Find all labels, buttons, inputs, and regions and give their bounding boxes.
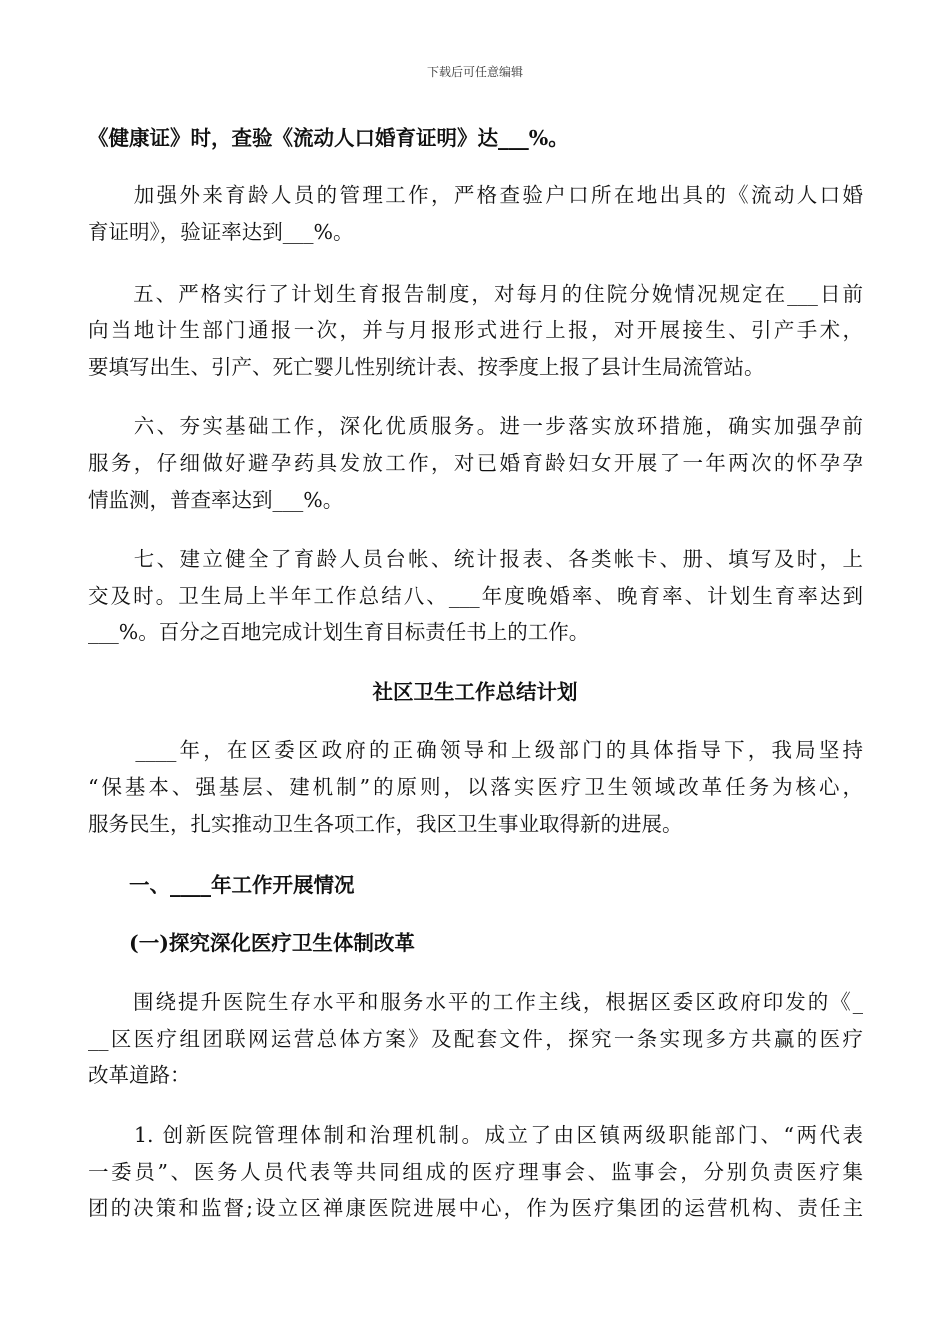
text-line: 交及时。卫生局上半年工作总结八、___年度晚婚率、晚育率、计划生育率达到	[88, 584, 863, 608]
text-line: 服务民生，扎实推动卫生各项工作，我区卫生事业取得新的进展。	[88, 812, 683, 836]
section-title: 社区卫生工作总结计划	[372, 680, 578, 704]
text-line: __区医疗组团联网运营总体方案》及配套文件，探究一条实现多方共赢的医疗	[88, 1027, 863, 1051]
heading-level-2: (一)探究深化医疗卫生体制改革	[88, 931, 415, 955]
text-line: 服务，仔细做好避孕药具发放工作，对已婚育龄妇女开展了一年两次的怀孕孕	[88, 451, 863, 475]
text-line: “保基本、强基层、建机制”的原则，以落实医疗卫生领域改革任务为核心，	[88, 775, 863, 799]
text-line: 团的决策和监督;设立区禅康医院进展中心，作为医疗集团的运营机构、责任主	[88, 1196, 863, 1220]
text-line: 六、夯实基础工作，深化优质服务。进一步落实放环措施，确实加强孕前	[88, 414, 863, 438]
text-line: 向当地计生部门通报一次，并与月报形式进行上报，对开展接生、引产手术，	[88, 318, 863, 342]
text-line: 加强外来育龄人员的管理工作，严格查验户口所在地出具的《流动人口婚	[88, 183, 863, 207]
text-line: 育证明》，验证率达到___%。	[88, 220, 354, 244]
text-line: 改革道路：	[88, 1063, 191, 1087]
heading-level-1: 一、____年工作开展情况	[88, 873, 355, 897]
text-line: 围绕提升医院生存水平和服务水平的工作主线，根据区委区政府印发的《_	[88, 990, 863, 1014]
text-line: 要填写出生、引产、死亡婴儿性别统计表、按季度上报了县计生局流管站。	[88, 355, 765, 379]
page-header: 下载后可任意编辑	[426, 65, 523, 79]
text-line: 五、严格实行了计划生育报告制度，对每月的住院分娩情况规定在___日前	[88, 282, 863, 306]
text-line: 1. 创新医院管理体制和治理机制。成立了由区镇两级职能部门、“两代表	[88, 1123, 863, 1147]
text-line: 一委员”、医务人员代表等共同组成的医疗理事会、监事会，分别负责医疗集	[88, 1160, 863, 1184]
text-line: ____年，在区委区政府的正确领导和上级部门的具体指导下，我局坚持	[88, 738, 863, 762]
text-line: ___%。百分之百地完成计划生育目标责任书上的工作。	[88, 620, 590, 644]
text-line: 情监测，普查率达到___%。	[88, 488, 344, 512]
text-line: 七、建立健全了育龄人员台帐、统计报表、各类帐卡、册、填写及时，上	[88, 547, 863, 571]
text-line: 《健康证》时，查验《流动人口婚育证明》达___%。	[88, 126, 569, 150]
